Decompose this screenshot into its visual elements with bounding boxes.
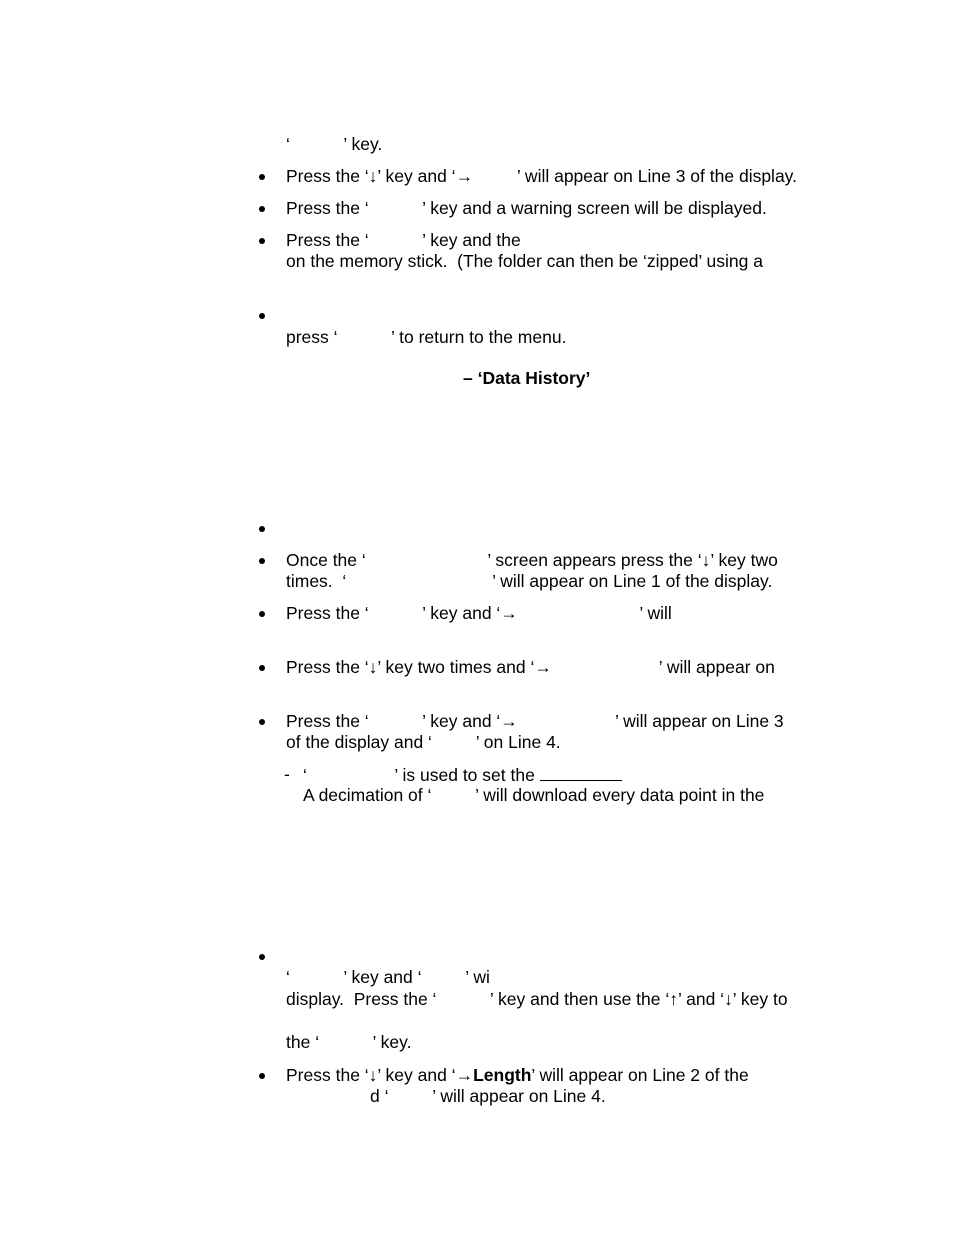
text-span: ‘ ’ is used to set the <box>303 765 535 785</box>
text-span: Press the ‘↓’ key and ‘→ <box>286 1065 474 1085</box>
text-line: Press the ‘ ’ key and ‘→ ’ will <box>286 603 672 623</box>
text-line: of the display and ‘ ’ on Line 4. <box>286 732 561 752</box>
text-line: the ‘ ’ key. <box>286 1032 412 1052</box>
text-line: Press the ‘ ’ key and a warning screen will be displayed. <box>286 198 767 218</box>
bullet-point <box>259 313 265 319</box>
text-line: Press the ‘ ’ key and ‘→ ’ will appear on Line 3 <box>286 711 784 731</box>
text-line <box>303 764 622 786</box>
text-line: Press the ‘↓’ key two times and ‘→ ’ will appear on <box>286 657 775 677</box>
bullet-point <box>259 1073 265 1079</box>
text-line: times. ‘ ’ will appear on Line 1 of the display. <box>286 571 773 591</box>
bullet-point <box>259 526 265 532</box>
text-line <box>286 1065 749 1086</box>
text-line: display. Press the ‘ ’ key and then use the ‘↑’ and ‘↓’ key to <box>286 989 788 1009</box>
section-heading: – ‘Data History’ <box>463 368 591 388</box>
bullet-point <box>259 238 265 244</box>
bullet-point <box>259 558 265 564</box>
text-line: A decimation of ‘ ’ will download every data point in the <box>303 785 765 805</box>
text-line: ‘ ’ key. <box>286 134 383 154</box>
bullet-point <box>259 611 265 617</box>
bold-keyword: Length <box>473 1065 532 1085</box>
bullet-point <box>259 665 265 671</box>
text-line: press ‘ ’ to return to the menu. <box>286 327 567 347</box>
text-line: Press the ‘↓’ key and ‘→ ’ will appear on Line 3 of the display. <box>286 166 797 186</box>
text-span: ’ will appear on Line 2 of the <box>531 1065 749 1085</box>
text-line: Press the ‘ ’ key and the <box>286 230 521 250</box>
bullet-point <box>259 954 265 960</box>
blank-underline <box>540 764 622 781</box>
dash-marker: - <box>284 764 290 784</box>
text-line: d ‘ ’ will appear on Line 4. <box>370 1086 606 1106</box>
text-line: on the memory stick. (The folder can then be ‘zipped’ using a <box>286 251 763 271</box>
bullet-point <box>259 719 265 725</box>
bullet-point <box>259 206 265 212</box>
text-line: Once the ‘ ’ screen appears press the ‘↓’ key two <box>286 550 778 570</box>
text-line: ‘ ’ key and ‘ ’ wi <box>286 967 490 987</box>
bullet-point <box>259 174 265 180</box>
